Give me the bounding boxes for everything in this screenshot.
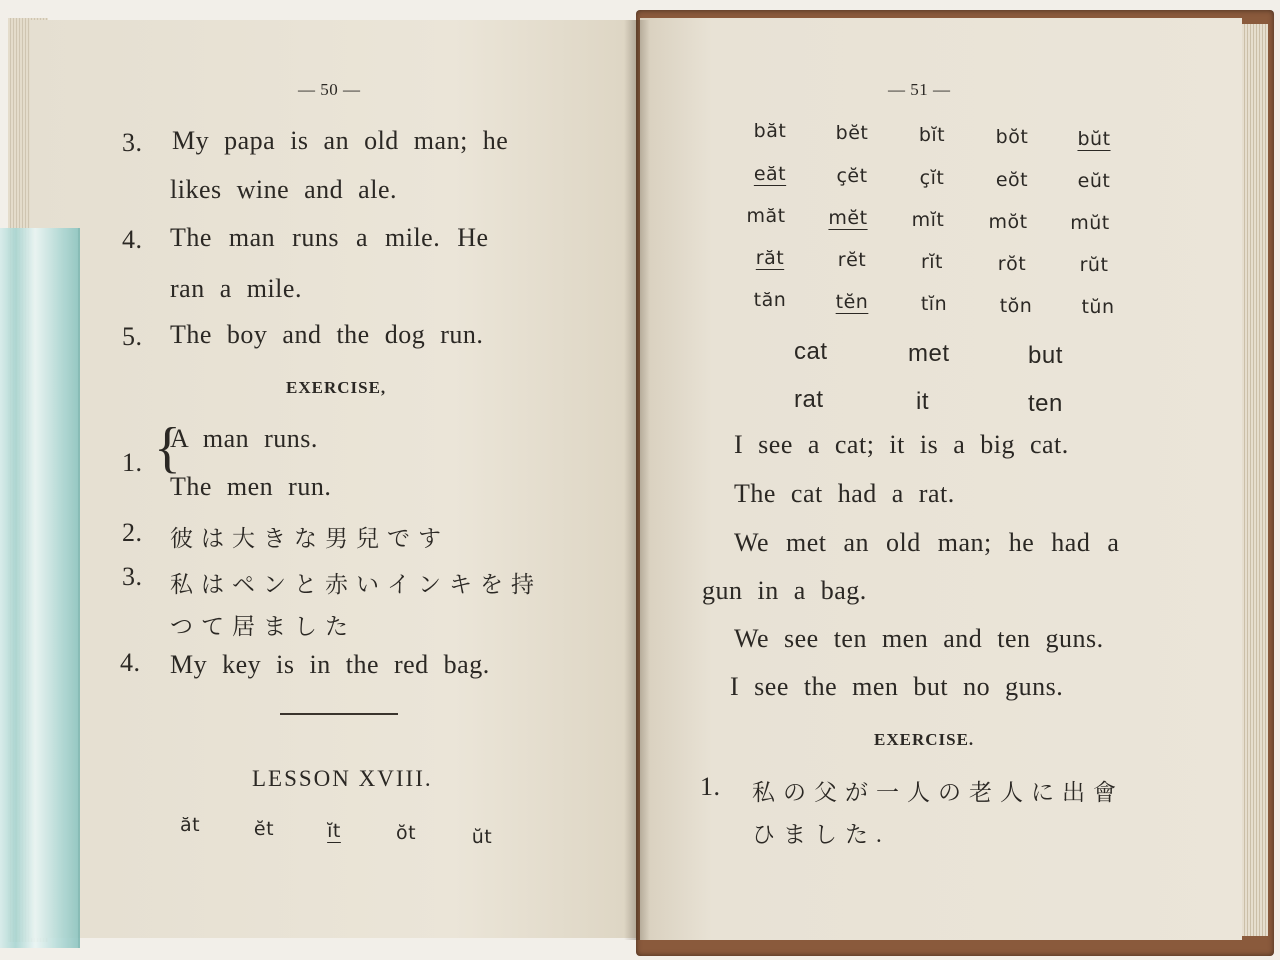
item-5-number: 5.	[122, 322, 143, 351]
exercise-right-number: 1.	[700, 772, 721, 801]
exercise-item-3a-japanese: 私はペンと赤いインキを持	[170, 572, 542, 597]
phonic-row1-col2: bĕt	[835, 122, 869, 144]
phonic-row3-col5: mŭt	[1070, 212, 1110, 234]
brace-glyph: {	[154, 417, 181, 479]
exercise-right-line-2: ひました.	[752, 822, 890, 847]
reading-line-3: We met an old man; he had a	[734, 528, 1120, 557]
exercise-item-3-number: 3.	[122, 562, 143, 591]
exercise-item-1-number: 1.	[122, 448, 143, 477]
phonic-row1-col3: bĭt	[918, 124, 946, 146]
item-4-line-1: The man runs a mile. He	[170, 223, 489, 252]
phonic-row5-col4: tŏn	[999, 295, 1033, 317]
phonic-row2-col4: eŏt	[995, 169, 1029, 191]
right-page	[640, 18, 1242, 940]
phonic-row2-col3: çĭt	[919, 167, 945, 189]
phonic-row5-col3: tĭn	[920, 293, 948, 315]
word-rat: rat	[794, 386, 824, 413]
phonic-row4-col2: rĕt	[837, 249, 867, 271]
phonic-at: ăt	[179, 814, 201, 836]
word-met: met	[908, 340, 950, 367]
exercise-item-1b: The men run.	[170, 472, 332, 501]
item-3-number: 3.	[122, 128, 143, 157]
item-4-number: 4.	[122, 225, 143, 254]
reading-line-1: I see a cat; it is a big cat.	[734, 430, 1069, 459]
exercise-item-3b-japanese: つて居ました	[170, 614, 356, 639]
exercise-item-4: My key is in the red bag.	[170, 650, 490, 679]
phonic-row1-col1: băt	[753, 120, 787, 142]
item-5-line-1: The boy and the dog run.	[170, 320, 484, 349]
exercise-heading-right: EXERCISE.	[874, 730, 975, 749]
phonic-row1-col4: bŏt	[995, 126, 1029, 148]
phonic-row2-col5: eŭt	[1077, 170, 1111, 192]
item-4-line-2: ran a mile.	[170, 274, 302, 303]
phonic-row5-col1: tăn	[753, 289, 787, 311]
phonic-row4-col3: rĭt	[920, 251, 944, 273]
phonic-row1-col5: bŭt	[1077, 128, 1111, 150]
phonic-row3-col2: mĕt	[828, 207, 868, 229]
phonic-row2-col1: eăt	[753, 163, 787, 185]
book-gutter	[624, 20, 650, 940]
exercise-item-2-number: 2.	[122, 518, 143, 547]
reading-line-6: I see the men but no guns.	[730, 672, 1064, 701]
left-page	[30, 20, 636, 938]
phonic-row5-col5: tŭn	[1081, 296, 1115, 318]
phonic-row3-col4: mŏt	[988, 211, 1028, 233]
phonic-ut: ŭt	[471, 826, 493, 848]
glass-paperweight	[0, 228, 80, 948]
page-number-51: — 51 —	[888, 80, 951, 99]
word-cat: cat	[794, 338, 828, 365]
exercise-heading-left: EXERCISE,	[286, 378, 387, 397]
word-it: it	[916, 388, 929, 415]
phonic-row3-col3: mĭt	[911, 209, 945, 231]
page-edges-right	[1242, 24, 1268, 936]
exercise-item-1a: A man runs.	[170, 424, 318, 453]
section-divider-rule	[280, 713, 398, 715]
phonic-ot: ŏt	[395, 822, 417, 844]
reading-line-4: gun in a bag.	[702, 576, 867, 605]
phonic-row3-col1: măt	[746, 205, 786, 227]
item-3-line-2: likes wine and ale.	[170, 175, 397, 204]
phonic-row5-col2: tĕn	[835, 291, 869, 313]
phonic-row4-col4: rŏt	[997, 253, 1027, 275]
item-3-line-1: My papa is an old man; he	[172, 126, 509, 155]
phonic-row2-col2: çĕt	[836, 165, 868, 187]
exercise-right-line-1: 私の父が一人の老人に出會	[752, 780, 1124, 805]
phonic-row4-col1: răt	[755, 247, 785, 269]
word-but: but	[1028, 342, 1063, 369]
reading-line-5: We see ten men and ten guns.	[734, 624, 1104, 653]
phonic-row4-col5: rŭt	[1079, 254, 1109, 276]
phonic-it: ĭt	[327, 820, 341, 842]
page-number-50: — 50 —	[298, 80, 361, 99]
exercise-item-2-japanese: 彼は大きな男兒です	[170, 526, 449, 551]
phonic-et: ĕt	[253, 818, 275, 840]
exercise-item-4-number: 4.	[120, 648, 141, 677]
word-ten: ten	[1028, 390, 1063, 417]
lesson-title: LESSON XVIII.	[252, 766, 433, 791]
reading-line-2: The cat had a rat.	[734, 479, 955, 508]
